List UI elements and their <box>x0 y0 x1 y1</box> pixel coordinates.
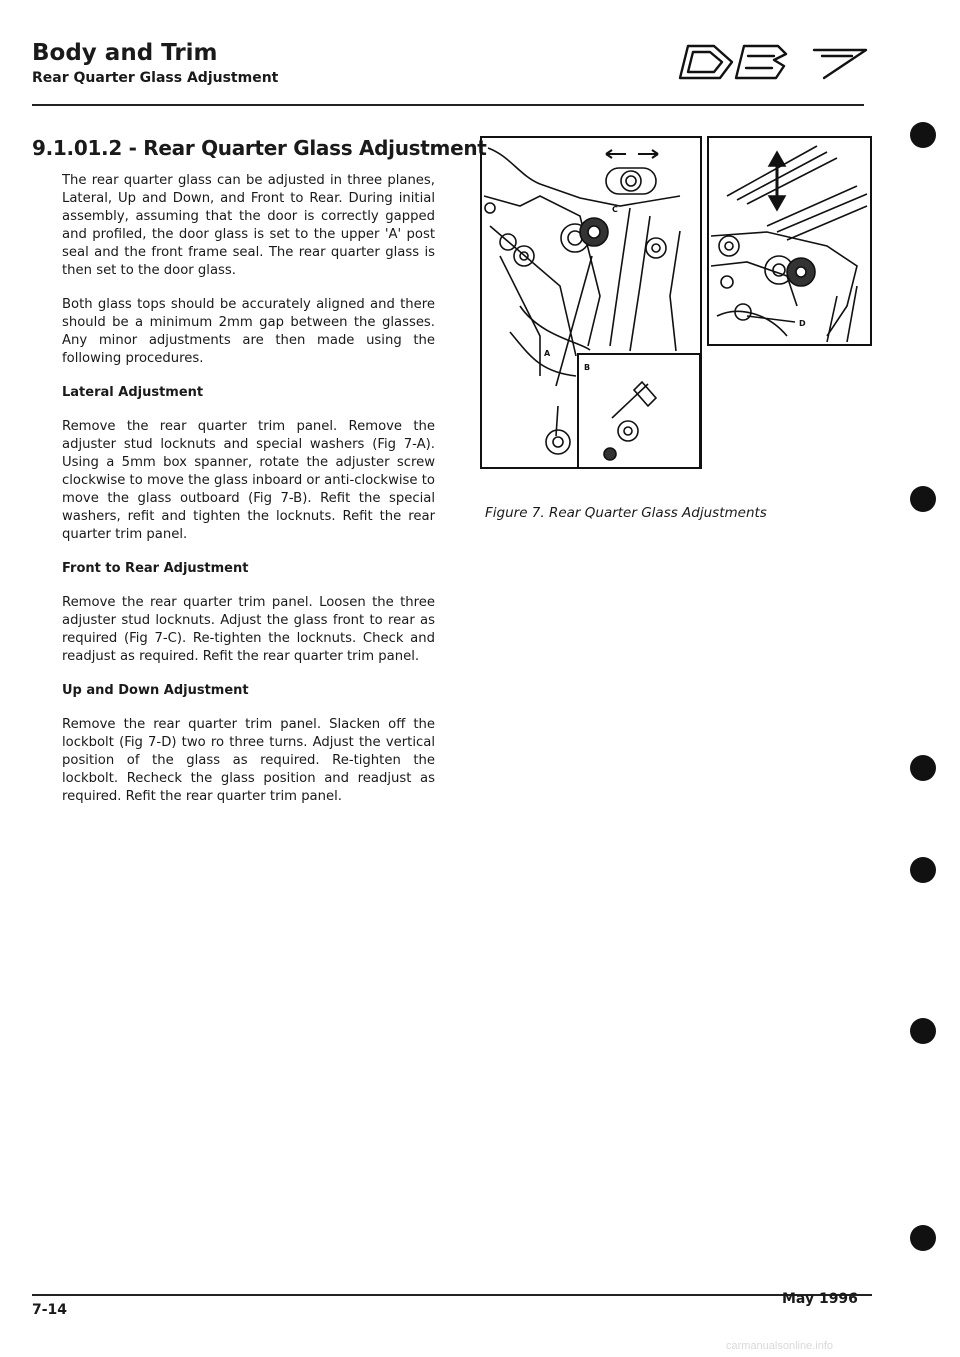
intro-paragraph-2: Both glass tops should be accurately aligned and there should be a minimum 2mm gap between the glasses. Any minor adjustments are then made using the following procedures. <box>62 297 435 366</box>
binder-hole-icon <box>910 1225 936 1251</box>
intro-paragraph-1: The rear quarter glass can be adjusted in three planes, Lateral, Up and Down, and Front to Rear. During initial assembly, assuming that the door is correctly gapped and profiled, the door glass is set to the upper 'A' post seal and the front frame seal. The rear quarter glass is then set to the door glass. <box>62 173 435 278</box>
front-rear-body: Remove the rear quarter trim panel. Loosen the three adjuster stud locknuts. Adjust the glass front to rear as required (Fig 7-C). Re-tighten the locknuts. Check and readjust as required. Refit the rear quarter trim panel. <box>62 595 435 664</box>
revision-date: May 1996 <box>782 1291 858 1307</box>
header-subtitle: Rear Quarter Glass Adjustment <box>32 70 279 86</box>
up-down-body: Remove the rear quarter trim panel. Slacken off the lockbolt (Fig 7-D) two ro three turns. Adjust the vertical position of the glass as required. Re-tighten the lockbolt. Recheck the glass position and readjust as required. Refit the rear quarter trim panel. <box>62 717 435 804</box>
label-a: A <box>544 349 551 358</box>
binder-hole-icon <box>910 755 936 781</box>
label-b: B <box>584 363 591 372</box>
footer-rule <box>32 1294 872 1296</box>
page-number: 7-14 <box>32 1302 68 1318</box>
header-title: Body and Trim <box>32 40 218 66</box>
text-column <box>62 172 435 822</box>
binder-hole-icon <box>910 1018 936 1044</box>
binder-hole-icon <box>910 122 936 148</box>
binder-hole-icon <box>910 857 936 883</box>
binder-hole-icon <box>910 486 936 512</box>
lateral-body: Remove the rear quarter trim panel. Remove the adjuster stud locknuts and special washers (Fig 7-A). Using a 5mm box spanner, rotate the adjuster screw clockwise to move the glass inboard or anti-clockwise to move the glass outboard (Fig 7-B). Refit the special washers, refit and tighten the locknuts. Refit the rear quarter trim panel. <box>62 419 435 542</box>
figure-caption: Figure 7. Rear Quarter Glass Adjustments <box>485 505 767 521</box>
rear-quarter-mechanism-illustration <box>480 136 702 469</box>
section-title: 9.1.01.2 - Rear Quarter Glass Adjustment <box>32 136 487 160</box>
front-rear-heading: Front to Rear Adjustment <box>62 561 249 576</box>
label-d: D <box>799 319 806 328</box>
label-c: C <box>612 205 618 214</box>
lateral-heading: Lateral Adjustment <box>62 385 204 400</box>
watermark: carmanualsonline.info <box>726 1340 834 1352</box>
up-down-adjuster-illustration <box>707 136 872 346</box>
db7-logo-icon <box>674 42 874 82</box>
up-down-heading: Up and Down Adjustment <box>62 683 249 698</box>
header-rule <box>32 104 864 106</box>
